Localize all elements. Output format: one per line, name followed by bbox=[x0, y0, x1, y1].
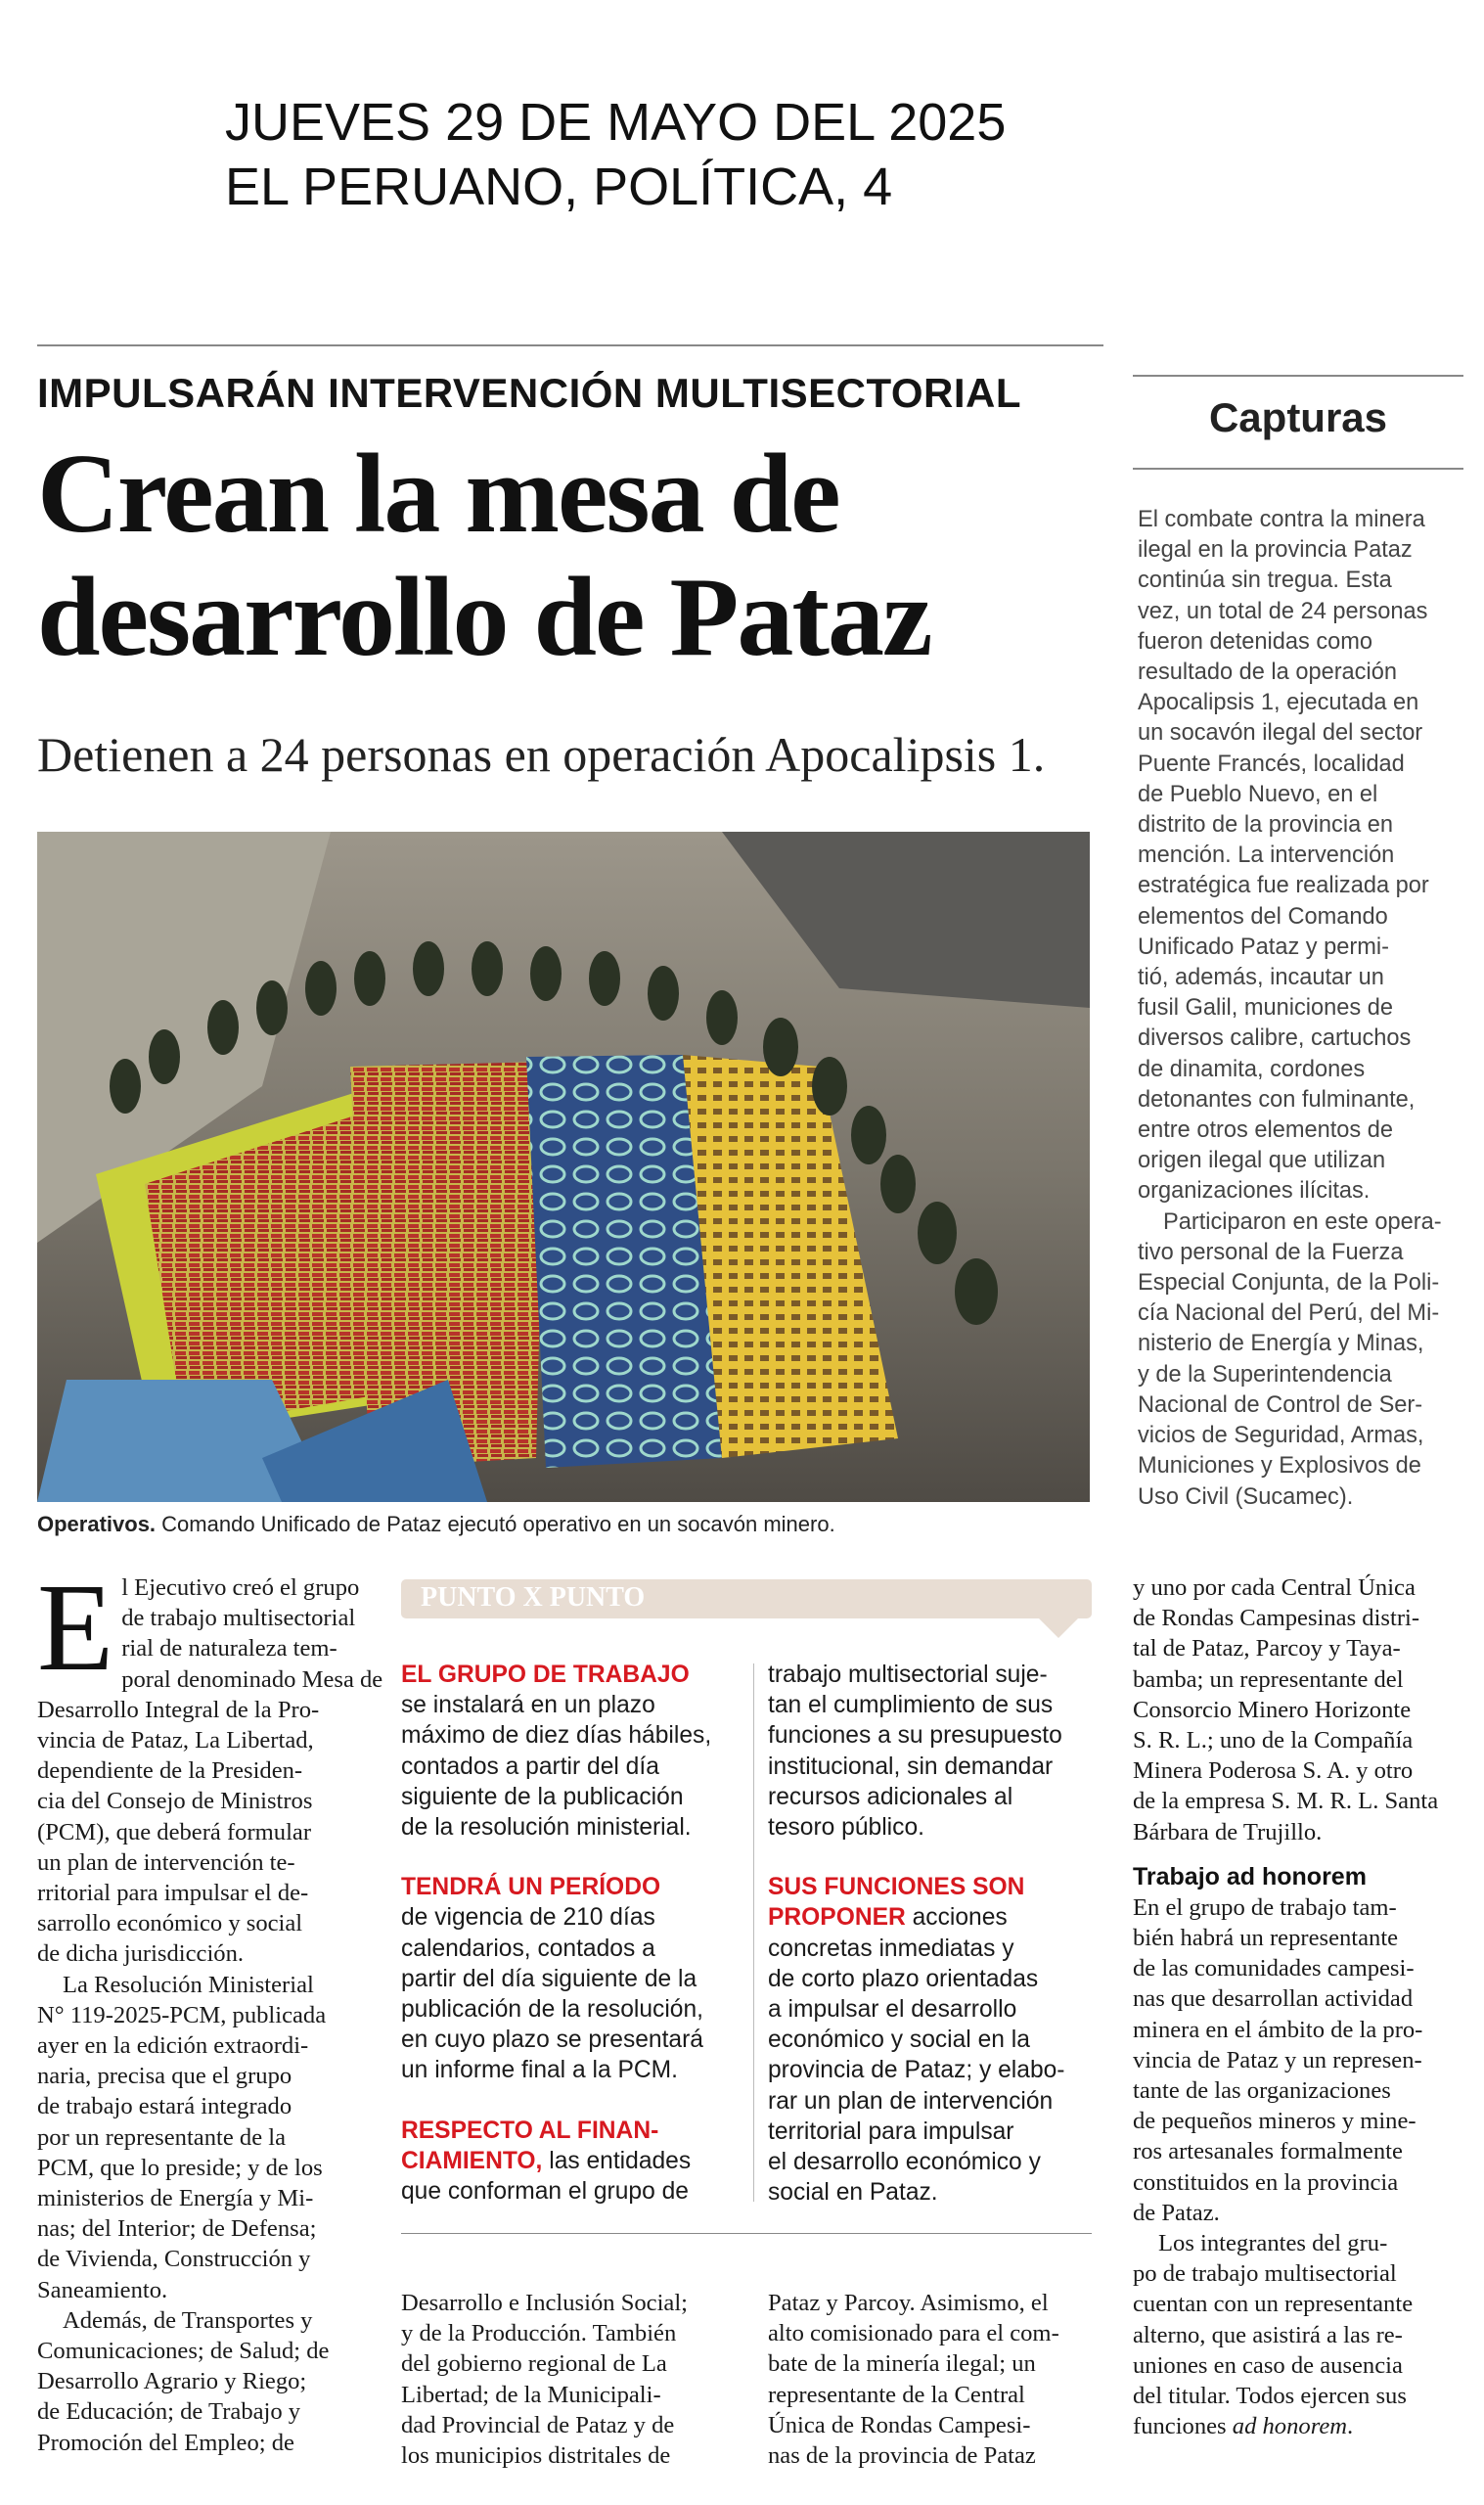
final-line-period: . bbox=[1347, 2413, 1354, 2440]
punto-bottom-rule bbox=[401, 2233, 1092, 2234]
date-header bbox=[225, 90, 1008, 219]
point-lead-line bbox=[401, 2146, 739, 2176]
text-line: cia del Consejo de Ministros bbox=[37, 1788, 313, 1815]
punto-x-punto-title: PUNTO X PUNTO bbox=[421, 1582, 646, 1613]
text-line: rritorial para impulsar el de- bbox=[37, 1880, 309, 1907]
text-line: Puente Francés, localidad bbox=[1138, 751, 1405, 777]
text-line: y uno por cada Central Única bbox=[1133, 1574, 1416, 1601]
text-line: económico y social en la bbox=[768, 2027, 1030, 2054]
text-line: social en Pataz. bbox=[768, 2179, 938, 2207]
text-line: se instalará en un plazo bbox=[401, 1692, 655, 1719]
text-line: ayer en la edición extraordi- bbox=[37, 2032, 309, 2060]
text-line: un informe final a la PCM. bbox=[401, 2057, 678, 2084]
text-line: por un representante de la bbox=[37, 2123, 287, 2151]
text-line: minera en el ámbito de la pro- bbox=[1133, 2016, 1423, 2043]
photo-caption bbox=[37, 1512, 1103, 1537]
text-line: N° 119-2025-PCM, publicada bbox=[37, 2001, 327, 2028]
text-line: sarrollo económico y social bbox=[37, 1910, 303, 1937]
column-1-text bbox=[37, 1558, 383, 2458]
text-line: máximo de diez días hábiles, bbox=[401, 1722, 712, 1750]
point-lead: CIAMIENTO, bbox=[401, 2147, 543, 2174]
point-lead: TENDRÁ UN PERÍODO bbox=[401, 1874, 661, 1901]
text-line: Promoción del Empleo; de bbox=[37, 2429, 294, 2456]
text-line: vincia de Pataz, La Libertad, bbox=[37, 1727, 314, 1754]
text-line: de vigencia de 210 días bbox=[401, 1904, 655, 1932]
text-line: vicios de Seguridad, Armas, bbox=[1138, 1423, 1424, 1449]
text-line: Desarrollo e Inclusión Social; bbox=[401, 2290, 688, 2316]
text-line: (PCM), que deberá formular bbox=[37, 1818, 312, 1845]
text-line: mención. La intervención bbox=[1138, 843, 1395, 869]
seized-items-photo bbox=[37, 832, 1090, 1502]
text-line: La Resolución Ministerial bbox=[63, 1971, 314, 1998]
text-line: publicación de la resolución, bbox=[401, 1996, 703, 2024]
text-line: vincia de Pataz y un represen- bbox=[1133, 2046, 1422, 2073]
text-line: Saneamiento. bbox=[37, 2276, 168, 2303]
section-subhead: Trabajo ad honorem bbox=[1133, 1862, 1367, 1890]
text-line: tesoro público. bbox=[768, 1814, 924, 1842]
text-line: vez, un total de 24 personas bbox=[1138, 598, 1428, 624]
text-line: Libertad; de la Municipali- bbox=[401, 2381, 661, 2408]
point-text bbox=[401, 1690, 739, 1843]
text-line: resultado de la operación bbox=[1138, 660, 1397, 686]
text-line: rar un plan de intervención bbox=[768, 2087, 1054, 2115]
text-line: Única de Rondas Campesi- bbox=[768, 2411, 1031, 2438]
text-line: Minera Poderosa S. A. y otro bbox=[1133, 1757, 1414, 1785]
text-line: continúa sin tregua. Esta bbox=[1138, 568, 1392, 594]
text-line: estratégica fue realizada por bbox=[1138, 873, 1429, 899]
date-line: JUEVES 29 DE MAYO DEL 2025 bbox=[225, 93, 1007, 152]
point-text bbox=[768, 1934, 1101, 2209]
text-line: elementos del Comando bbox=[1138, 903, 1388, 930]
text-line: Unificado Pataz y permi- bbox=[1138, 934, 1390, 960]
text-line: rial de naturaleza tem- bbox=[121, 1635, 337, 1662]
text-line: en cuyo plazo se presentará bbox=[401, 2027, 703, 2054]
text-line: de Educación; de Trabajo y bbox=[37, 2398, 301, 2426]
article-kicker: IMPULSARÁN INTERVENCIÓN MULTISECTORIAL bbox=[37, 370, 1022, 416]
text-line: tal de Pataz, Parcoy y Taya- bbox=[1133, 1635, 1401, 1662]
text-line: Comunicaciones; de Salud; de bbox=[37, 2338, 330, 2365]
text-line: institucional, sin demandar bbox=[768, 1753, 1054, 1780]
top-rule bbox=[37, 344, 1103, 346]
text-line: del titular. Todos ejercen sus bbox=[1133, 2383, 1407, 2410]
final-line-italic: ad honorem bbox=[1232, 2413, 1348, 2440]
sidebar-text bbox=[1138, 505, 1465, 1513]
text-line: organizaciones ilícitas. bbox=[1138, 1178, 1371, 1205]
final-line-text: funciones bbox=[1133, 2413, 1233, 2440]
text-line: bate de la minería ilegal; un bbox=[768, 2350, 1036, 2378]
text-line: a impulsar el desarrollo bbox=[768, 1996, 1017, 2024]
punto-left-column bbox=[401, 1660, 739, 2207]
text-line: nas que desarrollan actividad bbox=[1133, 1985, 1414, 2013]
point-lead: PROPONER bbox=[768, 1904, 906, 1932]
text-line: tivo personal de la Fuerza bbox=[1138, 1239, 1404, 1265]
column-4-text bbox=[1133, 1572, 1465, 1847]
text-line: recursos adicionales al bbox=[768, 1783, 1013, 1810]
final-line bbox=[1133, 2411, 1465, 2441]
text-line: En el grupo de trabajo tam- bbox=[1133, 1893, 1397, 1921]
text-line: alterno, que asistirá a las re- bbox=[1133, 2321, 1403, 2348]
text-line: calendarios, contados a bbox=[401, 1935, 655, 1962]
text-line: de Pueblo Nuevo, en el bbox=[1138, 781, 1378, 807]
article-subhead: Detienen a 24 personas en operación Apocalipsis 1. bbox=[37, 727, 1046, 782]
text-line: detonantes con fulminante, bbox=[1138, 1086, 1416, 1113]
headline-line: Crean la mesa de bbox=[37, 432, 839, 557]
text-line: El combate contra la minera bbox=[1138, 507, 1425, 532]
text-line: origen ilegal que utilizan bbox=[1138, 1148, 1386, 1174]
caption-label: Operativos. bbox=[37, 1512, 157, 1536]
text-line: constituidos en la provincia bbox=[1133, 2168, 1399, 2196]
text-line: de las comunidades campesi- bbox=[1133, 1955, 1415, 1982]
text-line: contados a partir del día bbox=[401, 1753, 659, 1780]
text-line: Desarrollo Agrario y Riego; bbox=[37, 2368, 307, 2395]
text-line: de pequeños mineros y mine- bbox=[1133, 2108, 1417, 2135]
text-line: entre otros elementos de bbox=[1138, 1117, 1393, 1144]
text-line: trabajo multisectorial suje- bbox=[768, 1662, 1048, 1688]
sidebar-title-rule bbox=[1133, 468, 1463, 470]
text-line: tió, además, incautar un bbox=[1138, 965, 1384, 991]
article-column-3 bbox=[768, 2288, 1105, 2471]
text-line: de Pataz. bbox=[1133, 2199, 1220, 2226]
punto-divider bbox=[753, 1663, 754, 2202]
text-line: provincia de Pataz; y elabo- bbox=[768, 2057, 1065, 2084]
text-line: un plan de intervención te- bbox=[37, 1848, 295, 1876]
text-line: y de la Producción. También bbox=[401, 2320, 677, 2347]
text-line: tante de las organizaciones bbox=[1133, 2077, 1391, 2105]
text-line: distrito de la provincia en bbox=[1138, 812, 1393, 839]
text-line: alto comisionado para el com- bbox=[768, 2320, 1059, 2347]
article-column-2 bbox=[401, 2288, 743, 2471]
point-lead: SUS FUNCIONES SON bbox=[768, 1874, 1025, 1901]
text-line: de dinamita, cordones bbox=[1138, 1056, 1366, 1082]
text-line: Uso Civil (Sucamec). bbox=[1138, 1483, 1354, 1510]
article-headline bbox=[37, 433, 1103, 679]
point-text bbox=[768, 1660, 1101, 1843]
text-line: que conforman el grupo de bbox=[401, 2178, 689, 2206]
text-line: Pataz y Parcoy. Asimismo, el bbox=[768, 2290, 1049, 2316]
point-lead-line bbox=[768, 1902, 1101, 1933]
text-line: de la empresa S. M. R. L. Santa bbox=[1133, 1788, 1439, 1815]
text-line: Especial Conjunta, de la Poli- bbox=[1138, 1270, 1440, 1297]
sidebar-top-rule bbox=[1133, 375, 1463, 377]
text-line: siguiente de la publicación bbox=[401, 1783, 684, 1810]
point-lead: RESPECTO AL FINAN- bbox=[401, 2117, 659, 2144]
point-text bbox=[401, 1902, 739, 2085]
text-line: de Rondas Campesinas distri- bbox=[1133, 1605, 1420, 1632]
text-line: Los integrantes del gru- bbox=[1158, 2230, 1388, 2257]
text-line: territorial para impulsar bbox=[768, 2118, 1014, 2145]
text-line: Además, de Transportes y bbox=[63, 2306, 313, 2334]
article-column-1 bbox=[37, 1558, 383, 2458]
text-line: nisterio de Energía y Minas, bbox=[1138, 1331, 1424, 1357]
text-line: bién habrá un representante bbox=[1133, 1925, 1399, 1952]
text-line: de corto plazo orientadas bbox=[768, 1965, 1039, 1992]
text-line: de dicha jurisdicción. bbox=[37, 1940, 245, 1968]
article-column-4 bbox=[1133, 1572, 1465, 2441]
text-line: Consorcio Minero Horizonte bbox=[1133, 1696, 1412, 1723]
drop-cap: E bbox=[37, 1558, 114, 1697]
text-line: cía Nacional del Perú, del Mi- bbox=[1138, 1300, 1440, 1327]
text-line: fueron detenidas como bbox=[1138, 628, 1373, 655]
text-line: Participaron en este opera- bbox=[1163, 1208, 1442, 1235]
text-line: concretas inmediatas y bbox=[768, 1935, 1014, 1962]
text-line: ilegal en la provincia Pataz bbox=[1138, 537, 1413, 564]
text-line: Nacional de Control de Ser- bbox=[1138, 1391, 1423, 1418]
text-line: ros artesanales formalmente bbox=[1133, 2138, 1403, 2165]
text-line: Municiones y Explosivos de bbox=[1138, 1453, 1421, 1480]
point-text bbox=[401, 2176, 739, 2207]
text-line: ministerios de Energía y Mi- bbox=[37, 2185, 314, 2212]
text-line: uniones en caso de ausencia bbox=[1133, 2351, 1403, 2379]
punto-x-punto-bar bbox=[401, 1579, 1092, 1618]
text-line: tan el cumplimiento de sus bbox=[768, 1692, 1054, 1719]
text-line: S. R. L.; uno de la Compañía bbox=[1133, 1727, 1414, 1754]
text-line: PCM, que lo preside; y de los bbox=[37, 2154, 323, 2181]
caption-text: Comando Unificado de Pataz ejecutó operativo en un socavón minero. bbox=[156, 1512, 835, 1536]
text-line: de Vivienda, Construcción y bbox=[37, 2246, 311, 2273]
text-line: representante de la Central bbox=[768, 2381, 1025, 2408]
text-line: bamba; un representante del bbox=[1133, 1665, 1404, 1693]
text-line: dependiente de la Presiden- bbox=[37, 1757, 303, 1785]
text-line: diversos calibre, cartuchos bbox=[1138, 1025, 1412, 1052]
text-line: un socavón ilegal del sector bbox=[1138, 720, 1423, 747]
text-line: poral denominado Mesa de bbox=[121, 1665, 383, 1693]
punto-right-column bbox=[768, 1660, 1101, 2208]
text-line: funciones a su presupuesto bbox=[768, 1722, 1062, 1750]
text-line: de trabajo estará integrado bbox=[37, 2093, 292, 2120]
text-line: cuentan con un representante bbox=[1133, 2291, 1414, 2318]
text-line: nas de la provincia de Pataz bbox=[768, 2442, 1036, 2470]
sidebar-title: Capturas bbox=[1208, 394, 1388, 440]
punto-x-punto-tail bbox=[1037, 1617, 1080, 1638]
text-line: l Ejecutivo creó el grupo bbox=[121, 1574, 360, 1601]
text-line: Bárbara de Trujillo. bbox=[1133, 1818, 1323, 1845]
article-photo bbox=[37, 832, 1090, 1502]
text-line: y de la Superintendencia bbox=[1138, 1361, 1392, 1388]
text-line: dad Provincial de Pataz y de bbox=[401, 2411, 675, 2438]
source-line: EL PERUANO, POLÍTICA, 4 bbox=[225, 158, 893, 216]
text-line: naria, precisa que el grupo bbox=[37, 2063, 292, 2090]
headline-line: desarrollo de Pataz bbox=[37, 555, 931, 680]
text-line: Apocalipsis 1, ejecutada en bbox=[1138, 690, 1419, 716]
text-line: de la resolución ministerial. bbox=[401, 1814, 692, 1842]
column-3-text bbox=[768, 2288, 1105, 2471]
column-4-text bbox=[1133, 1892, 1465, 2411]
column-2-text bbox=[401, 2288, 743, 2471]
text-line: po de trabajo multisectorial bbox=[1133, 2260, 1397, 2288]
point-text-inline: las entidades bbox=[542, 2147, 692, 2174]
text-line: fusil Galil, municiones de bbox=[1138, 995, 1393, 1022]
text-line: los municipios distritales de bbox=[401, 2442, 671, 2470]
text-line: nas; del Interior; de Defensa; bbox=[37, 2215, 317, 2243]
point-text-inline: acciones bbox=[905, 1904, 1008, 1932]
text-line: partir del día siguiente de la bbox=[401, 1965, 697, 1992]
point-lead: EL GRUPO DE TRABAJO bbox=[401, 1662, 690, 1688]
text-line: del gobierno regional de La bbox=[401, 2350, 667, 2378]
text-line: de trabajo multisectorial bbox=[121, 1605, 356, 1632]
text-line: Desarrollo Integral de la Pro- bbox=[37, 1696, 320, 1723]
text-line: el desarrollo económico y bbox=[768, 2149, 1041, 2176]
